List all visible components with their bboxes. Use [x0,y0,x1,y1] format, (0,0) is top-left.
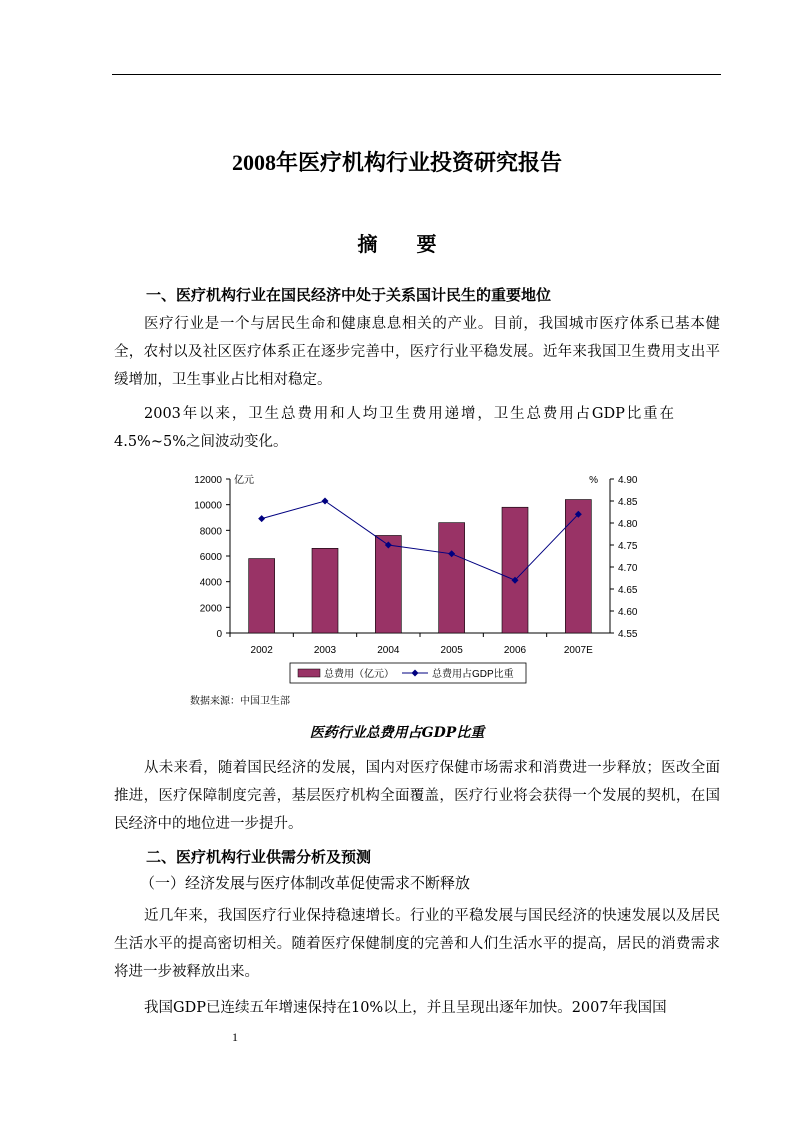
header-rule [112,74,721,75]
left-tick-label: 6000 [199,552,222,563]
section-1-heading: 一、医疗机构行业在国民经济中处于关系国计民生的重要地位 [146,286,552,304]
right-tick-label: 4.80 [618,519,638,530]
paragraph-5: 我国GDP已连续五年增速保持在10%以上，并且呈现出逐年加快。2007年我国国 [144,1000,667,1016]
health-expenditure-chart [170,463,640,695]
legend-bar-label: 总费用（亿元） [324,669,394,680]
bar-2004 [375,535,401,633]
legend-line-label: 总费用占GDP比重 [432,669,514,680]
right-axis-unit: % [589,475,598,486]
bar-2005 [439,523,465,633]
left-tick-label: 10000 [194,500,222,512]
chart-source: 数据来源：中国卫生部 [190,696,290,707]
page-number: 1 [232,1030,238,1044]
right-tick-label: 4.65 [618,585,638,596]
chart-container [170,463,640,695]
right-tick-label: 4.90 [618,475,638,486]
report-title: 2008年医疗机构行业投资研究报告 [231,150,562,175]
ratio-point-2002 [258,515,265,522]
right-tick-label: 4.75 [618,541,638,552]
chart-caption: 医药行业总费用占GDP比重 [309,725,485,741]
left-tick-label: 0 [216,629,222,640]
bar-2002 [249,559,275,633]
right-tick-label: 4.60 [618,607,638,618]
right-tick-label: 4.85 [618,497,638,508]
paragraph-2: 2003年以来，卫生总费用和人均卫生费用递增，卫生总费用占GDP比重在4.5%~5%之间波动变化。 [114,406,674,450]
paragraph-4: 近几年来，我国医疗行业保持稳速增长。行业的平稳发展与国民经济的快速发展以及居民生活水平的提高密切相关。随着医疗保健制度的完善和人们生活水平的提高，居民的消费需求将进一步被释放出来。 [114,908,720,980]
x-tick-label: 2005 [440,645,463,656]
right-tick-label: 4.55 [618,629,638,640]
left-tick-label: 8000 [199,526,222,538]
x-tick-label: 2007E [563,645,593,656]
bar-2003 [312,548,338,633]
ratio-line [262,501,579,580]
subsection-1-heading: （一）经济发展与医疗体制改革促使需求不断释放 [140,874,471,892]
ratio-point-2003 [322,498,329,505]
section-2-heading: 二、医疗机构行业供需分析及预测 [146,848,372,866]
x-tick-label: 2002 [250,645,273,656]
paragraph-1: 医疗行业是一个与居民生命和健康息息相关的产业。目前，我国城市医疗体系已基本健全，农村以及社区医疗体系正在逐步完善中，医疗行业平稳发展。近年来我国卫生费用支出平缓增加，卫生事业占比相对稳定。 [114,316,720,388]
x-tick-label: 2006 [503,645,527,656]
left-axis-unit: 亿元 [234,475,254,486]
left-tick-label: 12000 [194,475,222,486]
legend-bar-swatch [298,669,320,677]
abstract-heading: 摘 要 [357,232,453,256]
x-tick-label: 2003 [313,645,337,656]
paragraph-3: 从未来看，随着国民经济的发展，国内对医疗保健市场需求和消费进一步释放；医改全面推进，医疗保障制度完善，基层医疗机构全面覆盖，医疗行业将会获得一个发展的契机，在国民经济中的地位进一步提升。 [114,760,720,832]
x-tick-label: 2004 [377,645,400,656]
left-tick-label: 4000 [199,577,222,589]
left-tick-label: 2000 [199,603,222,615]
bar-2007E [565,500,591,633]
right-tick-label: 4.70 [618,563,638,574]
